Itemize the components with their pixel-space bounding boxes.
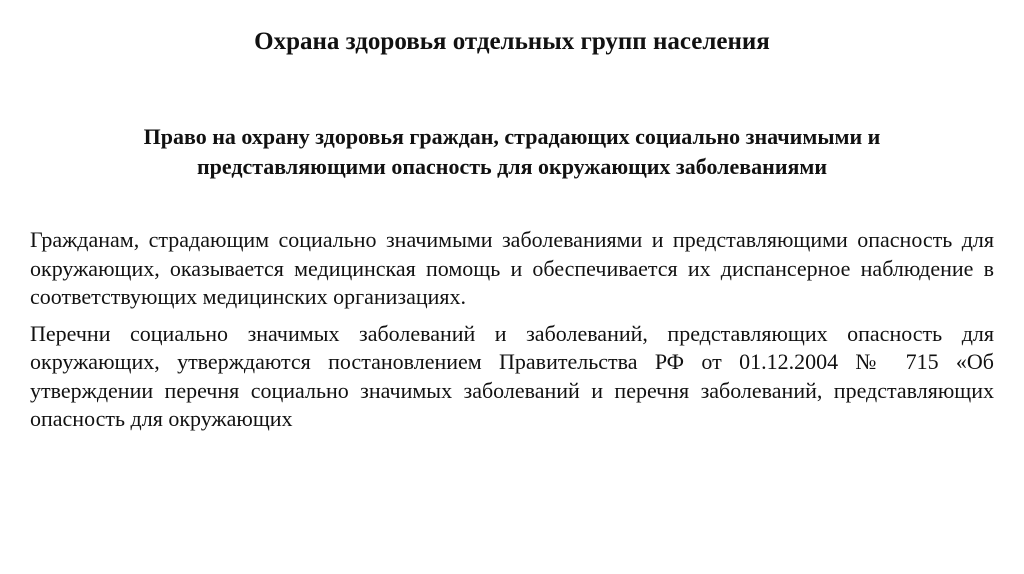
paragraph-2: Перечни социально значимых заболеваний и заболеваний, представляющих опасность для окружающих, утверждаются постановлением Правительства РФ от 01.12.2004 № 715 «Об утверждении перечня социально значимых заболеваний и перечня заболеваний, представляющих опасность для окружающих — [30, 320, 994, 431]
body-text — [30, 226, 994, 434]
slide-subtitle: Право на охрану здоровья граждан, страдающих социально значимыми и представляющими опасность для окружающих заболеваниями — [143, 124, 881, 179]
slide-title: Охрана здоровья отдельных групп населения — [254, 28, 770, 55]
paragraph-1: Гражданам, страдающим социально значимыми заболеваниями и представляющими опасность для окружающих, оказывается медицинская помощь и обеспечивается их диспансерное наблюдение в соответствующих медицинских организациях. — [30, 227, 994, 309]
